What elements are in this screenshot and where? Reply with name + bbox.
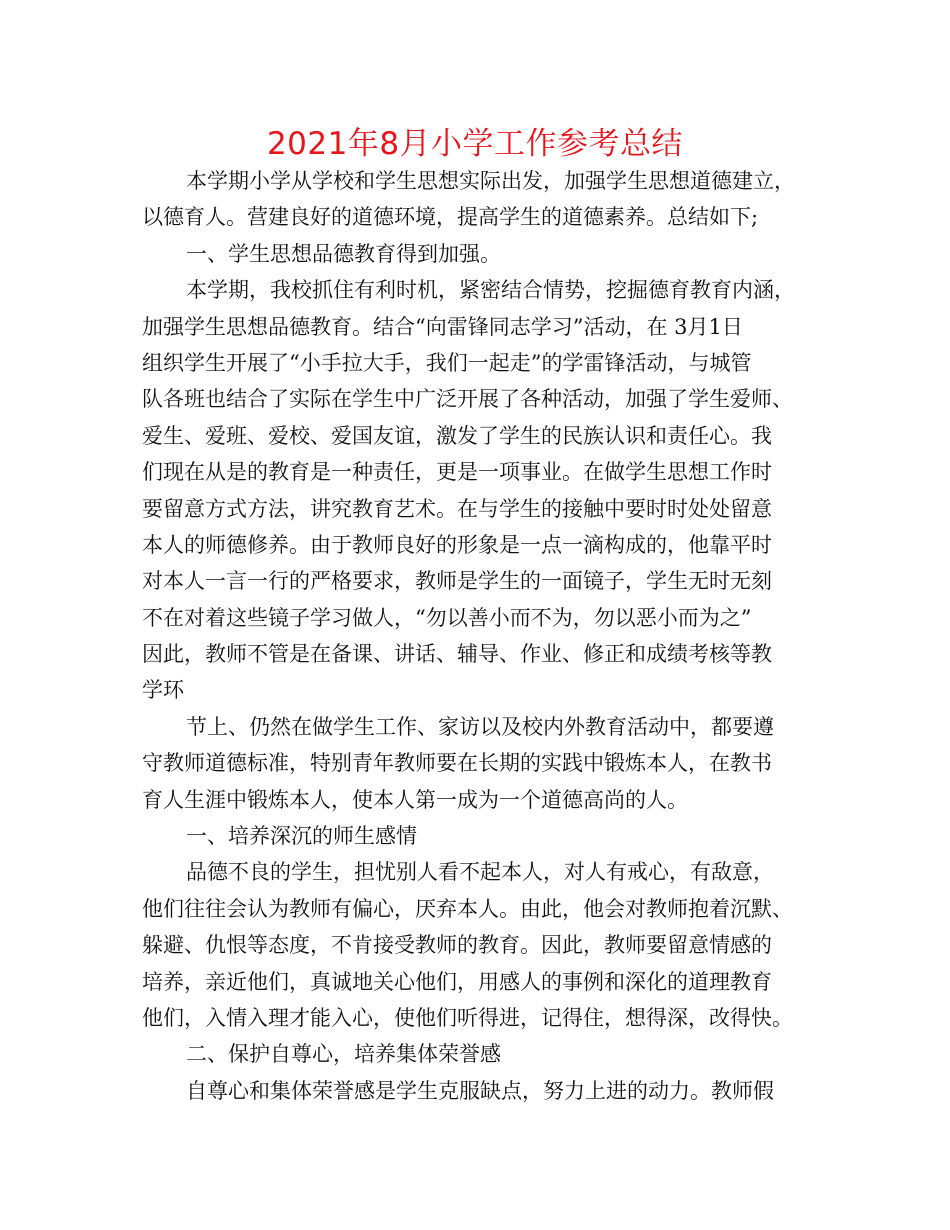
- paragraph-line: 们现在从是的教育是一种责任，更是一项事业。在做学生思想工作时: [142, 460, 772, 485]
- paragraph-line: 以德育人。营建良好的道德环境，提高学生的道德素养。总结如下;: [142, 205, 759, 230]
- paragraph-line: 爱生、爱班、爱校、爱国友谊，激发了学生的民族认识和责任心。我: [142, 423, 772, 448]
- paragraph-line: 队各班也结合了实际在学生中广泛开展了各种活动，加强了学生爱师、: [142, 387, 793, 412]
- document-title: 2021年8月小学工作参考总结: [266, 126, 684, 162]
- paragraph-line: 加强学生思想品德教育。结合“向雷锋同志学习”活动，在 3月1日: [142, 314, 743, 339]
- document-body: [142, 163, 814, 1109]
- paragraph-line: 要留意方式方法，讲究教育艺术。在与学生的接触中要时时处处留意: [142, 496, 772, 521]
- paragraph-line: 本人的师德修养。由于教师良好的形象是一点一滴构成的，他靠平时: [142, 532, 772, 557]
- paragraph-line: 节上、仍然在做学生工作、家访以及校内外教育活动中，都要遵: [186, 714, 774, 739]
- paragraph-line: 培养，亲近他们，真诚地关心他们，用感人的事例和深化的道理教育: [142, 969, 772, 994]
- paragraph-line: 本学期，我校抓住有利时机，紧密结合情势，挖掘德育教育内涵，: [186, 278, 795, 303]
- paragraph-line: 育人生涯中锻炼本人，使本人第一成为一个道德高尚的人。: [142, 787, 688, 812]
- section-heading: 一、学生思想品德教育得到加强。: [186, 241, 501, 266]
- paragraph-line: 躲避、仇恨等态度，不肯接受教师的教育。因此，教师要留意情感的: [142, 933, 772, 958]
- paragraph-line: 品德不良的学生，担忧别人看不起本人，对人有戒心，有敌意，: [186, 860, 774, 885]
- paragraph-line: 守教师道德标准，特别青年教师要在长期的实践中锻炼本人，在教书: [142, 751, 772, 776]
- section-heading: 一、培养深沉的师生感情: [186, 824, 417, 849]
- section-heading: 二、保护自尊心，培养集体荣誉感: [186, 1042, 501, 1067]
- paragraph-line: 本学期小学从学校和学生思想实际出发，加强学生思想道德建立，: [186, 169, 795, 193]
- paragraph-line: 组织学生开展了“小手拉大手，我们一起走”的学雷锋活动，与城管: [142, 350, 752, 375]
- paragraph-line: 不在对着这些镜子学习做人，“勿以善小而不为，勿以恶小而为之”: [142, 605, 752, 630]
- paragraph-line: 他们，入情入理才能入心，使他们听得进，记得住，想得深，改得快。: [142, 1005, 793, 1030]
- paragraph-line: 因此，教师不管是在备课、讲话、辅导、作业、修正和成绩考核等教: [142, 642, 772, 667]
- paragraph-line: 对本人一言一行的严格要求，教师是学生的一面镜子，学生无时无刻: [142, 569, 772, 594]
- paragraph-line: 学环: [142, 678, 184, 703]
- paragraph-line: 自尊心和集体荣誉感是学生克服缺点，努力上进的动力。教师假: [186, 1078, 774, 1103]
- paragraph-line: 他们往往会认为教师有偏心，厌弃本人。由此，他会对教师抱着沉默、: [142, 896, 793, 921]
